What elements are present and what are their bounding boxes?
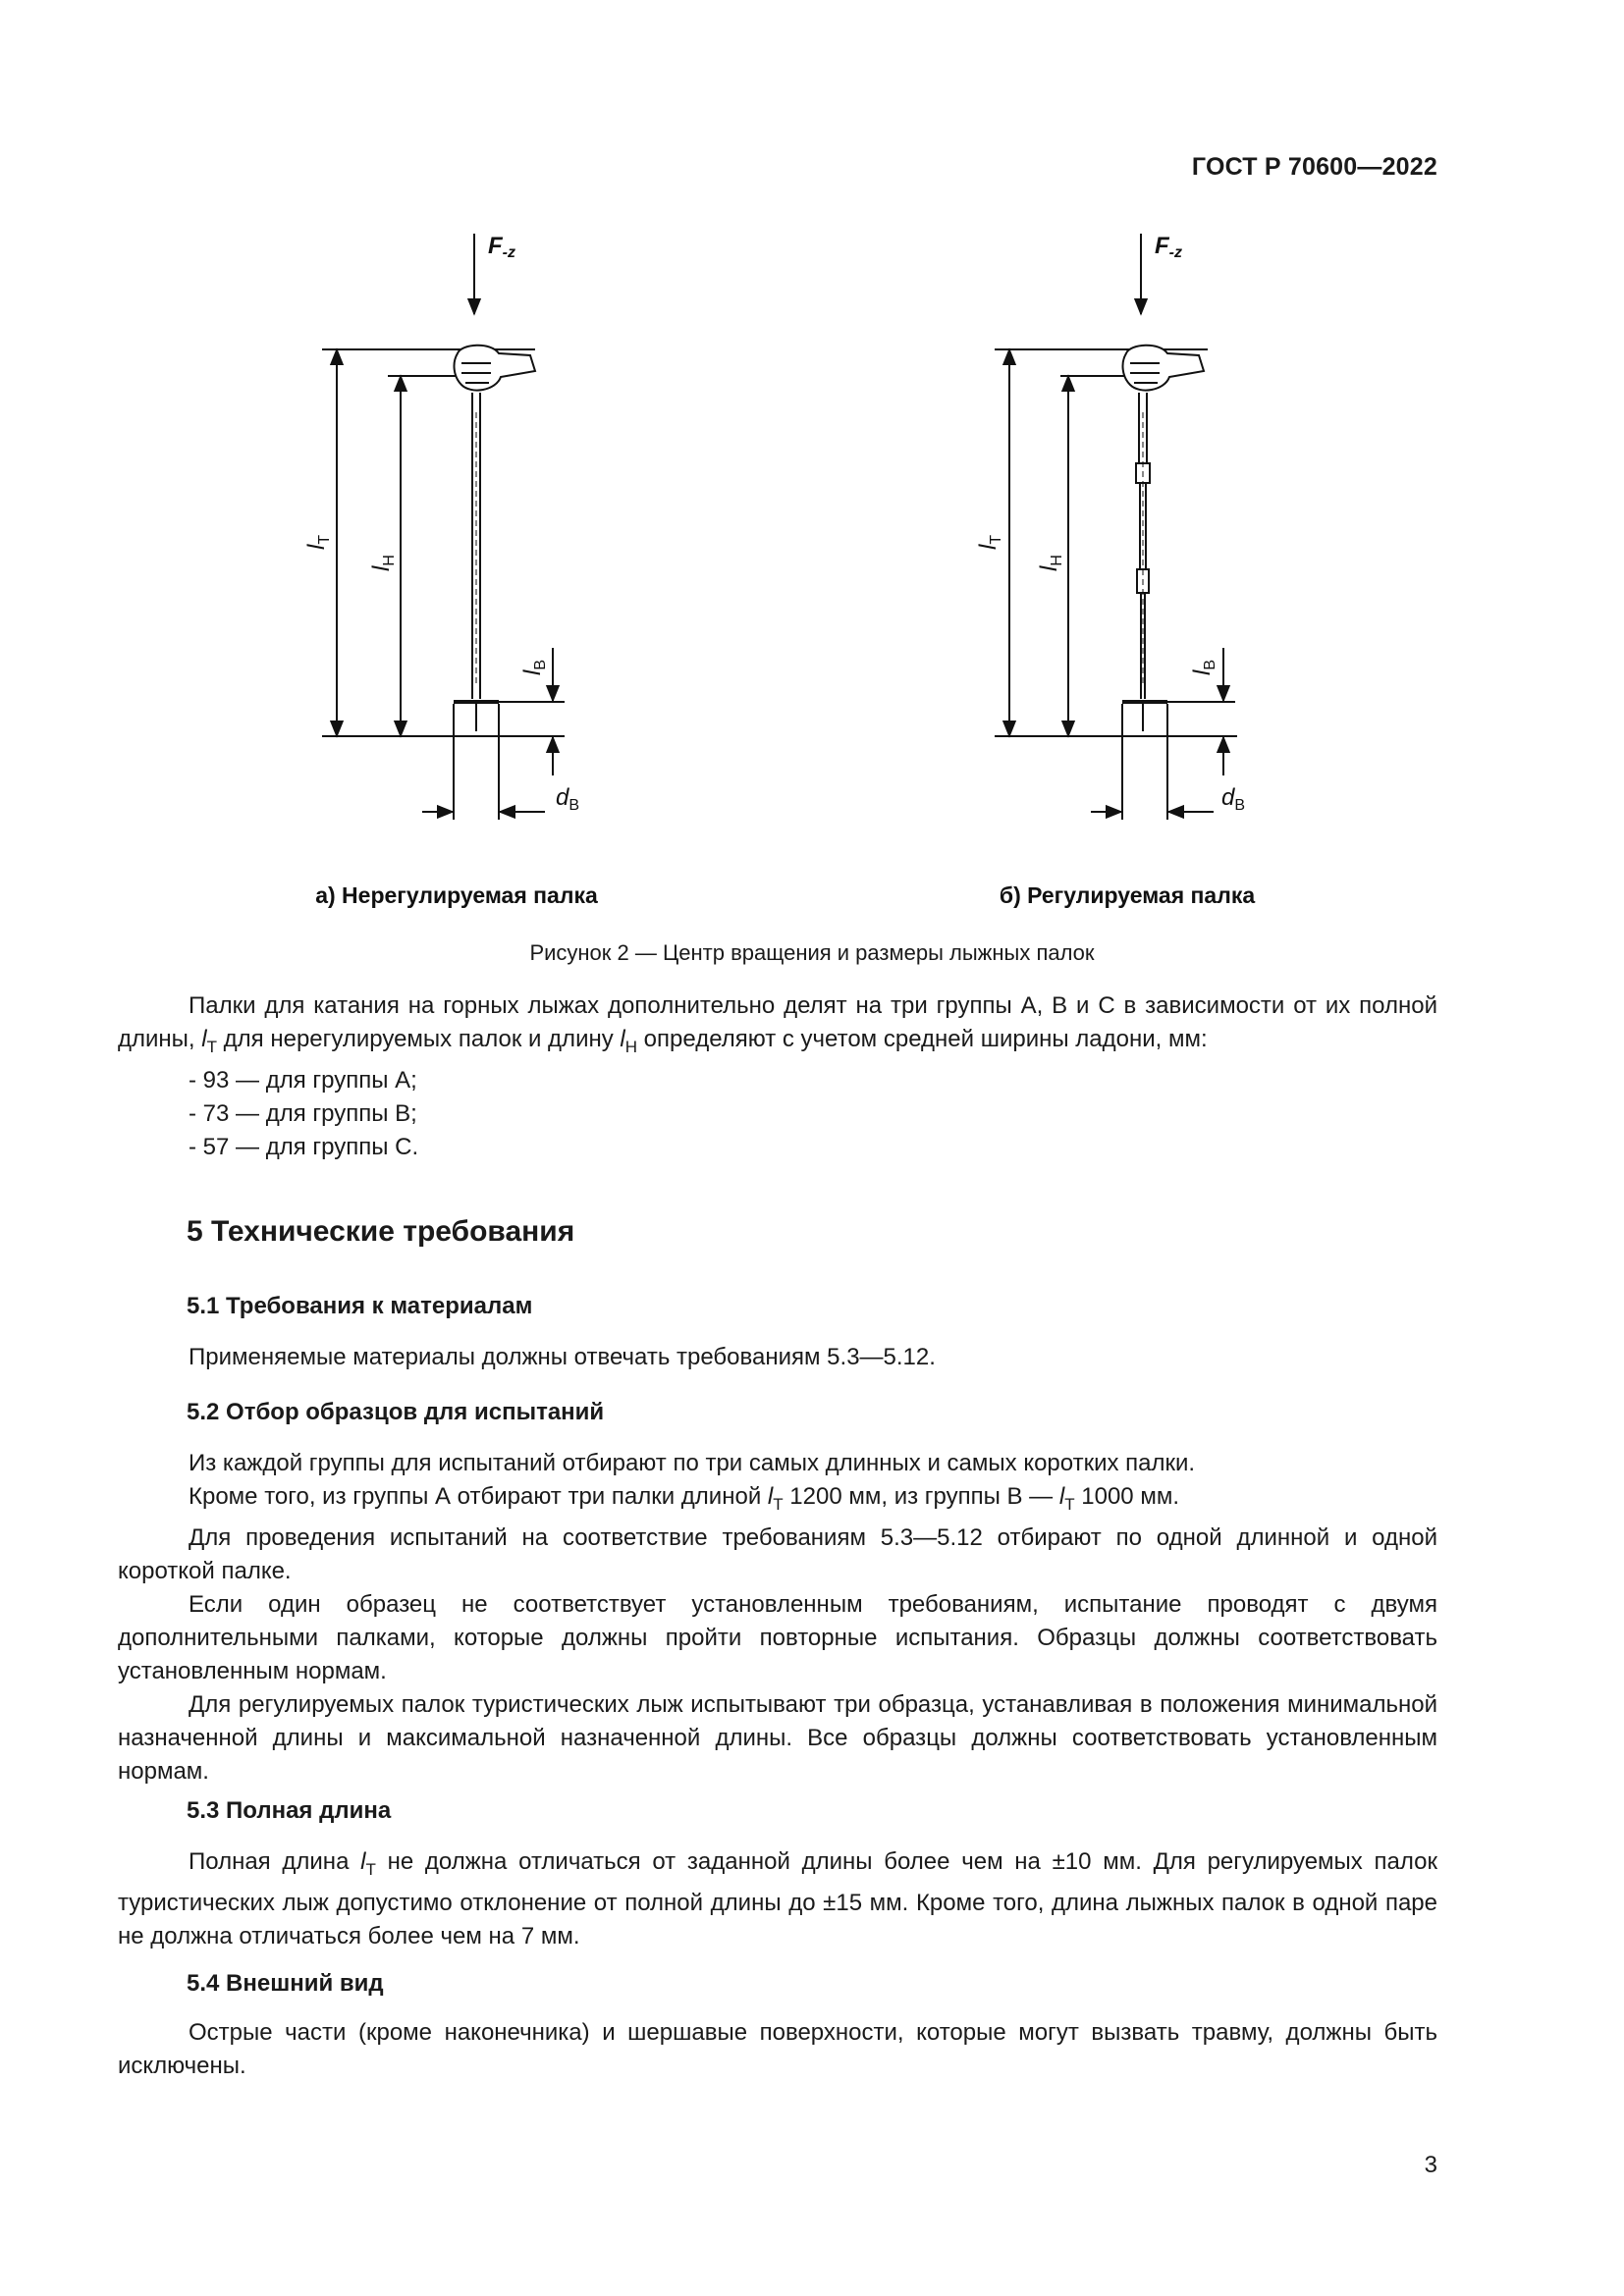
dim-lt-label-a: $l_Т$ — [303, 534, 333, 550]
section-5-1-body — [118, 1341, 1437, 1374]
force-label-a: F-z — [488, 233, 515, 261]
paragraph: Если один образец не соответствует установленным требованиям, испытание проводят с двумя дополнительными палками, которые должны пройти повторные испытания. Образцы должны соответствовать установленным нормам. — [118, 1590, 1437, 1684]
subcaption-b: б) Регулируемая палка — [999, 882, 1256, 908]
intro-block — [118, 989, 1437, 1164]
pole-adjustable-drawing — [995, 234, 1237, 820]
section-5-2-body — [118, 1447, 1437, 1789]
section-5-4-title: 5.4 Внешний вид — [187, 1970, 384, 1997]
paragraph: Полная длина $l_Т$ не должна отличаться от заданной длины более чем на ±10 мм. Для регулируемых палок туристических лыж допустимо отклонение от полной длины до ±15 мм. Кроме того, длина лыжных палок в одной паре не должна отличаться более чем на 7 мм. — [118, 1848, 1437, 1949]
page-number: 3 — [1424, 2152, 1437, 2178]
intro-paragraph: Палки для катания на горных лыжах дополнительно делят на три группы А, В и С в зависимости от их полной длины, $l_Т$ для нерегулируемых палок и длину $l_Н$ определяют с учетом средней ширины ладони, мм: — [118, 992, 1437, 1056]
force-label-b: F-z — [1155, 233, 1182, 261]
section-5-3-body — [118, 1845, 1437, 1953]
figure-caption: Рисунок 2 — Центр вращения и размеры лыжных палок — [529, 940, 1095, 965]
section-5-3-title: 5.3 Полная длина — [187, 1797, 392, 1824]
dim-lh-label-a: $l_Н$ — [368, 555, 398, 571]
subcaption-a: а) Нерегулируемая палка — [315, 882, 598, 908]
dim-lh-label-b: $l_Н$ — [1036, 555, 1065, 571]
dim-lv-label-b: $l_В$ — [1189, 659, 1218, 675]
section-5-title: 5 Технические требования — [187, 1215, 575, 1248]
dim-lv-label-a: $l_В$ — [519, 659, 549, 675]
paragraph: Применяемые материалы должны отвечать требованиям 5.3—5.12. — [189, 1344, 936, 1370]
list-item: - 73 — для группы В; — [189, 1099, 417, 1127]
document-id: ГОСТ Р 70600—2022 — [1191, 153, 1437, 181]
dim-lt-label-b: $l_Т$ — [975, 534, 1004, 550]
paragraph: Кроме того, из группы А отбирают три палки длиной $l_Т$ 1200 мм, из группы В — $l_Т$ 1000 мм. — [189, 1483, 1179, 1514]
section-5-4-body — [118, 2016, 1437, 2083]
section-5-2-title: 5.2 Отбор образцов для испытаний — [187, 1399, 605, 1425]
list-item: - 57 — для группы С. — [189, 1133, 419, 1160]
paragraph: Острые части (кроме наконечника) и шершавые поверхности, которые могут вызвать травму, должны быть исключены. — [118, 2019, 1437, 2079]
dim-dv-label-a: $d_В$ — [556, 784, 580, 814]
section-5-1-title: 5.1 Требования к материалам — [187, 1293, 533, 1319]
dim-dv-label-b: $d_В$ — [1221, 784, 1246, 814]
figure-ski-poles — [0, 216, 1624, 933]
paragraph: Для регулируемых палок туристических лыж испытывают три образца, устанавливая в положения минимальной назначенной длины и максимальной назначенной длины. Все образцы должны соответствовать установленным нормам. — [118, 1690, 1437, 1785]
list-item: - 93 — для группы А; — [189, 1066, 417, 1094]
paragraph: Для проведения испытаний на соответствие требованиям 5.3—5.12 отбирают по одной длинной и одной короткой палке. — [118, 1523, 1437, 1584]
pole-non-adjustable-drawing — [322, 234, 565, 820]
paragraph: Из каждой группы для испытаний отбирают по три самых длинных и самых коротких палки. — [189, 1450, 1196, 1476]
